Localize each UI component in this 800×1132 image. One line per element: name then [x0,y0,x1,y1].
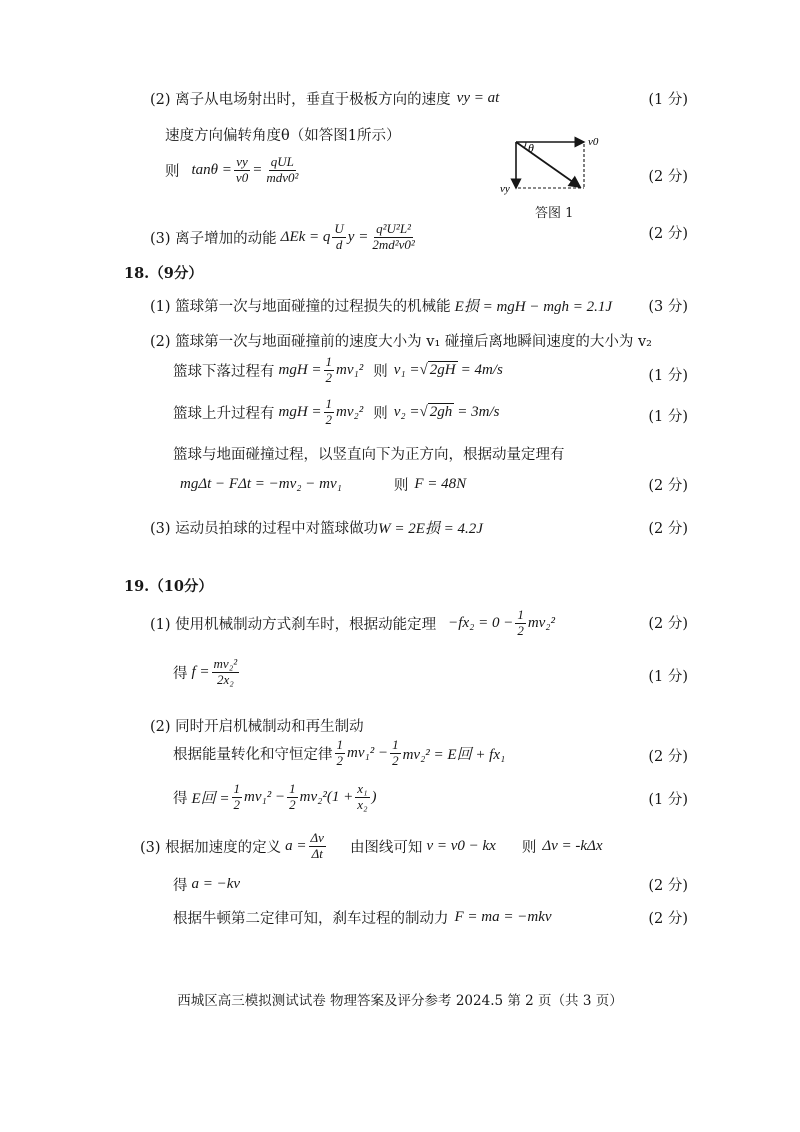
q17-p3-frac2-den: 2md²v0² [372,236,415,252]
q19-E-frac2-den: 2 [289,796,296,812]
q17-score-2: (2 分) [648,169,688,185]
q18-rise-frac-num: 1 [325,396,333,411]
q19-E-eq-d: ) [371,788,377,805]
q18-rise-text: 篮球上升过程有 [173,405,275,422]
q18-rise-eq-d: = 3m/s [457,403,500,420]
q18-fall-line [173,355,503,386]
q19-E-frac2-num: 1 [289,781,296,796]
q19-p3-frac-num: Δv [310,830,324,845]
q19-E-frac3-den: x₂ [357,796,368,812]
resultant-arrow [516,142,580,187]
q19-p1-eq-a: −fx₂ = 0 − [448,614,514,631]
q18-fall-eq-c: v₁ = [393,361,420,378]
q19-E-frac2 [287,782,298,813]
q18-p1-score: (3 分) [648,299,688,315]
q19-result-text: 得 [173,665,188,682]
q19-E-eq-c: mv₂²(1 + [299,788,354,805]
q17-p3-frac1-num: U [334,221,344,236]
q18-rise-line [173,397,499,428]
q18-p3-text: (3) 运动员拍球的过程中对篮球做功 [150,521,379,537]
q18-fall-frac-num: 1 [325,354,333,369]
q17-frac2-den: mdv0² [266,169,299,185]
q18-p1-line [150,295,612,316]
q17-vy-equation: vy = at [456,90,500,106]
fig-vy-label: vy [500,183,510,195]
q19-energy-frac2-num: 1 [392,737,399,752]
q19-result-frac-num: mv₂² [213,656,238,671]
q18-momentum-line [180,474,466,495]
q17-p2-line1 [150,88,499,109]
q18-p2-line: (2) 篮球第一次与地面碰撞前的速度大小为 v₁ 碰撞后离地瞬间速度的大小为 v₂ [150,334,652,350]
q19-E-frac1 [232,782,243,813]
q19-energy-frac1-num: 1 [336,737,343,752]
q19-newton-line [173,907,552,928]
fig-v0-label: v0 [588,136,599,148]
q17-p3-line [150,222,419,253]
q17-frac2-num: qUL [270,154,294,169]
q19-p1-eq-b: mv₂² [527,614,556,631]
q18-fall-eq-a: mgH = [278,361,322,378]
q19-energy-frac1-den: 2 [336,752,343,768]
q17-score-3: (2 分) [648,226,688,242]
q18-fall-sqrt: √ 2gH [419,361,456,379]
q19-energy-score: (2 分) [648,749,688,765]
q17-frac-ek [370,222,416,253]
q19-p3-frac [309,831,326,862]
q18-p3-line [150,517,483,538]
q19-E-eq-b: mv₁² − [244,788,286,805]
q18-fall-text: 篮球下落过程有 [173,363,275,380]
q18-rise-eq-a: mgH = [278,403,322,420]
q19-E-frac1-den: 2 [233,796,241,812]
q19-result-eq: f = [191,663,210,680]
q19-p3-line [140,831,603,862]
q19-p3-eq-a: a = [285,837,307,854]
q17-p3-text: (3) 离子增加的动能 [150,230,277,247]
q19-p3-text: (3) 根据加速度的定义 [140,839,282,856]
q19-energy-frac1 [335,738,346,769]
q18-rise-sqrt: √ 2gh [419,403,453,421]
q19-E-frac1-num: 1 [233,781,241,796]
q19-E-eq-a: E回 = [191,790,230,807]
q19-a-score: (2 分) [648,878,688,894]
q18-p1-text: (1) 篮球第一次与地面碰撞的过程损失的机械能 [150,299,451,315]
q17-p3-frac2-num: q²U²L² [376,221,411,236]
q19-title: 19.（10分） [124,578,213,595]
q19-result-frac-den: 2x₂ [216,671,234,687]
q19-E-score: (1 分) [648,792,688,808]
q19-newton-eq: F = ma = −mkv [454,909,552,925]
q17-frac-U-d [332,222,345,253]
q18-momentum-equation: mgΔt − FΔt = −mv₂ − mv₁ [180,476,342,492]
q19-a-line [173,874,240,895]
q19-p3-then: 则 [521,839,537,856]
q19-energy-eq-b: mv₂² = E回 + fx₁ [402,746,506,763]
q19-p1-score: (2 分) [648,616,688,632]
q19-p1-line [150,608,555,639]
q19-result-frac [212,657,240,688]
q17-p3-frac1-den: d [335,236,343,252]
q19-E-text: 得 [173,790,188,807]
q18-fall-eq-b: mv₁² [336,361,364,378]
q19-E-frac3 [355,782,369,813]
q17-p2-line2: 速度方向偏转角度θ（如答图1所示） [165,128,401,144]
q18-rise-then: 则 [373,405,388,422]
q19-p2-line: (2) 同时开启机械制动和再生制动 [150,719,364,735]
q18-fall-frac [324,355,335,386]
q19-energy-frac2-den: 2 [392,752,399,768]
q18-rise-frac-den: 2 [325,411,333,427]
q17-tan-line: 则 tanθ = $\frac{vy}{v0}$ = $\frac{\text{qUL}}{\text{mdv0²}}$ [165,154,299,185]
q19-E-line [173,782,377,813]
q18-fall-sqrt-radicand: 2gH [429,362,456,379]
q17-y-label: y = [347,228,369,245]
q17-frac-qUL [264,155,300,186]
q17-tan-label: tanθ = [191,161,232,178]
q18-title: 18.（9分） [124,265,203,282]
q17-p2-text: (2) 离子从电场射出时，垂直于极板方向的速度 [150,92,451,108]
q19-energy-line [173,738,505,769]
figure-1-diagram [500,132,612,198]
q18-fall-frac-den: 2 [325,369,333,385]
q18-momentum-then: 则 [393,478,409,494]
q17-frac-vy-v0 [234,155,250,186]
q19-p1-frac-den: 2 [517,622,524,638]
q18-momentum-result: F = 48N [414,476,467,492]
q19-p3-frac-den: Δt [311,845,323,861]
q19-newton-text: 根据牛顿第二定律可知，刹车过程的制动力 [173,911,449,927]
q19-p3-graph-text: 由图线可知 [349,839,423,856]
q17-frac1-num: vy [236,154,248,169]
q18-momentum-score: (2 分) [648,478,688,494]
q19-newton-score: (2 分) [648,911,688,927]
page-footer: 西城区高三模拟测试试卷 物理答案及评分参考 2024.5 第 2 页（共 3 页） [177,993,623,1009]
q19-p1-text: (1) 使用机械制动方式刹车时，根据动能定理 [150,616,437,633]
q19-p1-frac [515,608,526,639]
q18-rise-sqrt-radicand: 2gh [429,404,453,421]
q18-p3-score: (2 分) [648,521,688,537]
q17-frac1-den: v0 [235,169,249,185]
q18-fall-then: 则 [373,363,388,380]
q19-a-text: 得 [173,878,188,894]
q18-fall-eq-d: = 4m/s [460,361,503,378]
q17-then-word: 则 [165,163,180,180]
q19-energy-frac2 [390,738,401,769]
q18-rise-score: (1 分) [648,409,688,425]
q19-p3-graph-eq: v = v0 − kx [426,837,496,854]
q17-score-1: (1 分) [648,92,688,108]
fig-theta-label: θ [528,141,534,155]
q18-fall-score: (1 分) [648,368,688,384]
q19-a-eq: a = −kv [191,876,241,892]
q18-rise-eq-c: v₂ = [393,403,420,420]
q17-dEk-label: ΔEk = q [280,228,331,245]
q19-p3-delta-eq: Δv = -kΔx [542,837,603,854]
q18-rise-frac [324,397,335,428]
q19-p1-frac-num: 1 [517,607,524,622]
q18-rise-eq-b: mv₂² [336,403,364,420]
q18-p3-equation: W = 2E损 = 4.2J [378,521,483,537]
q19-E-frac3-num: x₁ [357,781,368,796]
figure-1-caption: 答图 1 [535,206,574,221]
q19-result-line [173,657,241,688]
q19-energy-eq-a: mv₁² − [347,744,389,761]
q19-result-score: (1 分) [648,669,688,685]
q18-p1-equation: E损 = mgH − mgh = 2.1J [454,299,613,315]
q19-energy-text: 根据能量转化和守恒定律 [173,746,333,763]
q18-collision-text: 篮球与地面碰撞过程，以竖直向下为正方向，根据动量定理有 [173,447,565,463]
